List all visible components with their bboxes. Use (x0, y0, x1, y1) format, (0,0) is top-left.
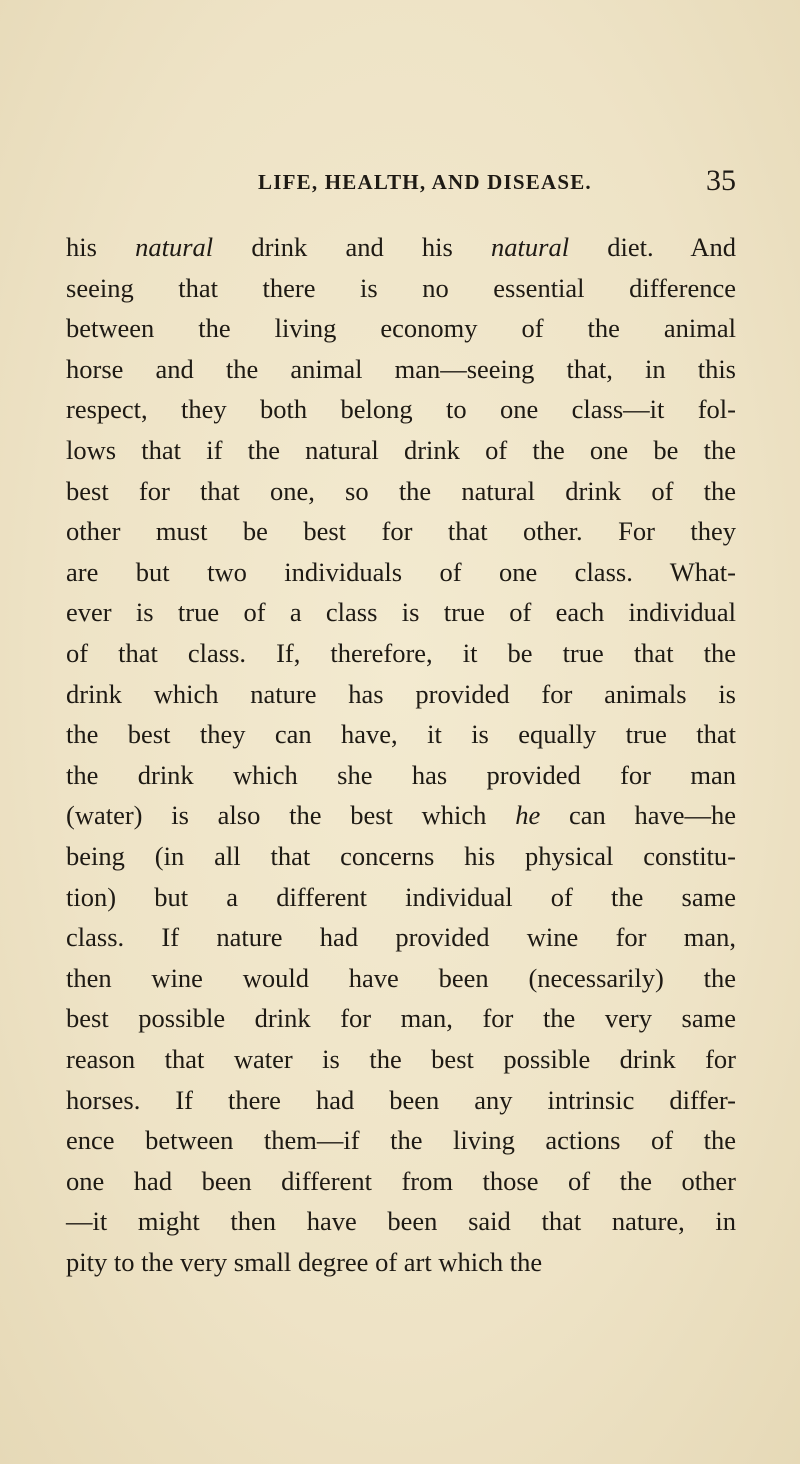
text-line (66, 430, 736, 470)
text-segment: best for that one, so the natural drink of the (66, 475, 736, 506)
text-line (66, 958, 736, 998)
text-segment: of that class. If, therefore, it be true that the (66, 638, 736, 668)
text-segment: being (in all that concerns his physical constitu- (66, 841, 736, 871)
text-line (66, 674, 736, 714)
text-segment: seeing that there is no essential difference (66, 272, 736, 303)
text-segment: —it might then have been said that nature, in (66, 1206, 736, 1237)
text-segment: between the living economy of the animal (66, 313, 736, 344)
text-line (66, 836, 736, 876)
text-segment: diet. And (569, 232, 737, 262)
text-line (66, 389, 736, 429)
text-segment: drink and his (213, 232, 492, 262)
text-line (66, 998, 736, 1038)
text-segment: other must be best for that other. For they (66, 516, 736, 547)
text-segment: lows that if the natural drink of the one be the (66, 435, 736, 465)
text-segment: respect, they both belong to one class—it fol- (66, 394, 736, 425)
text-segment: pity to the very small degree of art which the (66, 1247, 543, 1277)
text-line (66, 308, 736, 348)
text-segment: one had been different from those of the other (66, 1165, 736, 1196)
text-segment: then wine would have been (necessarily) the (66, 962, 736, 993)
text-line (66, 471, 736, 511)
text-line (66, 633, 736, 673)
text-segment: can have—he (540, 800, 737, 831)
text-line (66, 755, 736, 795)
text-line (66, 1161, 736, 1201)
text-segment: class. If nature had provided wine for man, (66, 922, 736, 953)
text-segment: tion) but a different individual of the same (66, 881, 736, 912)
text-segment: best possible drink for man, for the very same (66, 1003, 736, 1034)
text-segment: ence between them—if the living actions of the (66, 1125, 736, 1156)
text-line (66, 917, 736, 957)
text-line (66, 795, 736, 835)
text-line (66, 1242, 736, 1282)
text-segment: horse and the animal man—seeing that, in this (66, 353, 736, 384)
text-line (66, 1120, 736, 1160)
italic-text: natural (491, 232, 570, 262)
text-line (66, 592, 736, 632)
text-line (66, 714, 736, 754)
text-segment: are but two individuals of one class. What- (66, 556, 736, 587)
text-segment: reason that water is the best possible drink for (66, 1044, 736, 1074)
text-line (66, 552, 736, 592)
text-line (66, 511, 736, 551)
text-line (66, 1039, 736, 1079)
text-line (66, 1201, 736, 1241)
text-segment: ever is true of a class is true of each individual (66, 597, 736, 628)
text-line (66, 268, 736, 308)
text-line (66, 877, 736, 917)
text-segment: his (66, 232, 136, 262)
text-segment: horses. If there had been any intrinsic differ- (66, 1084, 736, 1115)
page-number: 35 (706, 164, 736, 197)
text-segment: the drink which she has provided for man (66, 759, 736, 790)
running-title: LIFE, HEALTH, AND DISEASE. (258, 170, 592, 194)
text-line (66, 349, 736, 389)
text-line (66, 1080, 736, 1120)
text-line (66, 227, 736, 267)
italic-text: natural (135, 232, 214, 262)
text-segment: (water) is also the best which (66, 800, 516, 831)
italic-text: he (515, 800, 541, 831)
text-segment: drink which nature has provided for animals is (66, 678, 736, 709)
text-segment: the best they can have, it is equally true that (66, 719, 736, 750)
page-header (258, 164, 736, 200)
